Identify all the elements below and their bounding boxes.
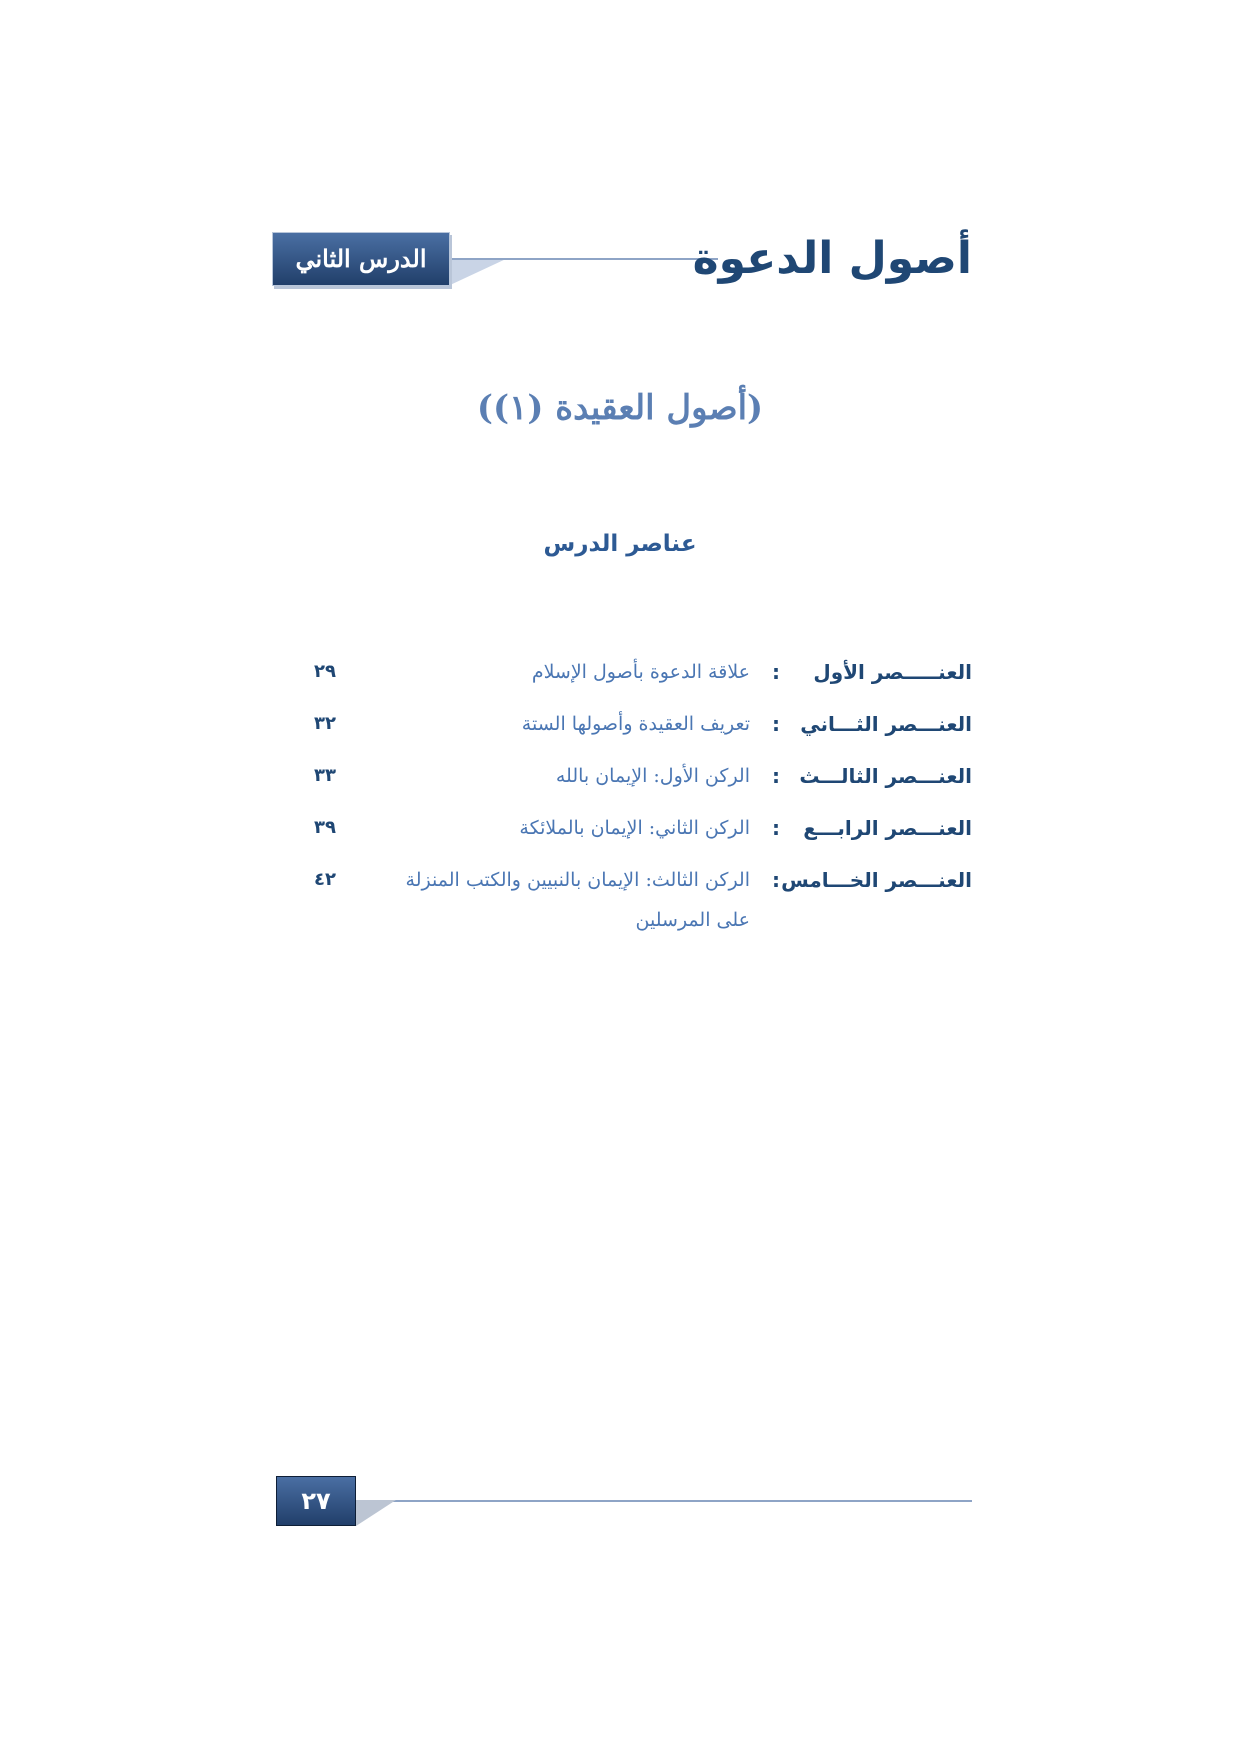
toc-element-label: العنـــصر الثالـــث xyxy=(799,764,972,788)
toc-colon: : xyxy=(772,660,780,684)
toc-colon: : xyxy=(772,764,780,788)
book-title: أصول الدعوة xyxy=(692,233,972,284)
toc-row-3[interactable] xyxy=(300,756,972,808)
toc-element-description: تعريف العقيدة وأصولها الستة xyxy=(521,713,750,735)
toc-element-label: العنـــــصر الأول xyxy=(813,660,972,684)
toc-element-description: الركن الثالث: الإيمان بالنبيين والكتب المنزلة على المرسلين xyxy=(405,869,750,931)
toc-page-number: ٣٩ xyxy=(314,817,336,838)
toc-colon: : xyxy=(772,712,780,736)
lesson-title: (أصول العقيدة (١)) xyxy=(476,388,764,428)
toc-element-description: الركن الثاني: الإيمان بالملائكة xyxy=(519,817,750,839)
toc-row-5[interactable] xyxy=(300,860,972,956)
toc-page-number: ٣٢ xyxy=(314,713,336,734)
toc-colon: : xyxy=(772,868,780,892)
page-header xyxy=(272,228,972,290)
toc-row-2[interactable] xyxy=(300,704,972,756)
toc-page-number: ٢٩ xyxy=(314,661,336,682)
toc-page-number: ٣٣ xyxy=(314,765,336,786)
toc-element-label: العنـــصر الرابـــع xyxy=(803,816,972,840)
page-footer xyxy=(276,1476,972,1528)
header-rule xyxy=(448,258,718,260)
toc-element-label: العنـــصر الثـــاني xyxy=(800,712,972,736)
toc-colon: : xyxy=(772,816,780,840)
lesson-badge: الدرس الثاني xyxy=(272,232,450,286)
footer-rule xyxy=(356,1500,972,1502)
header-wedge-decoration xyxy=(448,258,508,286)
toc-row-1[interactable] xyxy=(300,652,972,704)
lesson-elements-list xyxy=(300,652,972,956)
toc-element-description: علاقة الدعوة بأصول الإسلام xyxy=(531,661,750,683)
toc-page-number: ٤٢ xyxy=(314,869,336,890)
footer-wedge-decoration xyxy=(356,1500,396,1526)
elements-heading: عناصر الدرس xyxy=(543,531,697,557)
toc-element-description: الركن الأول: الإيمان بالله xyxy=(555,765,750,787)
toc-element-label: العنـــصر الخـــامس xyxy=(781,868,972,892)
toc-row-4[interactable] xyxy=(300,808,972,860)
page-number: ٢٧ xyxy=(276,1476,356,1526)
